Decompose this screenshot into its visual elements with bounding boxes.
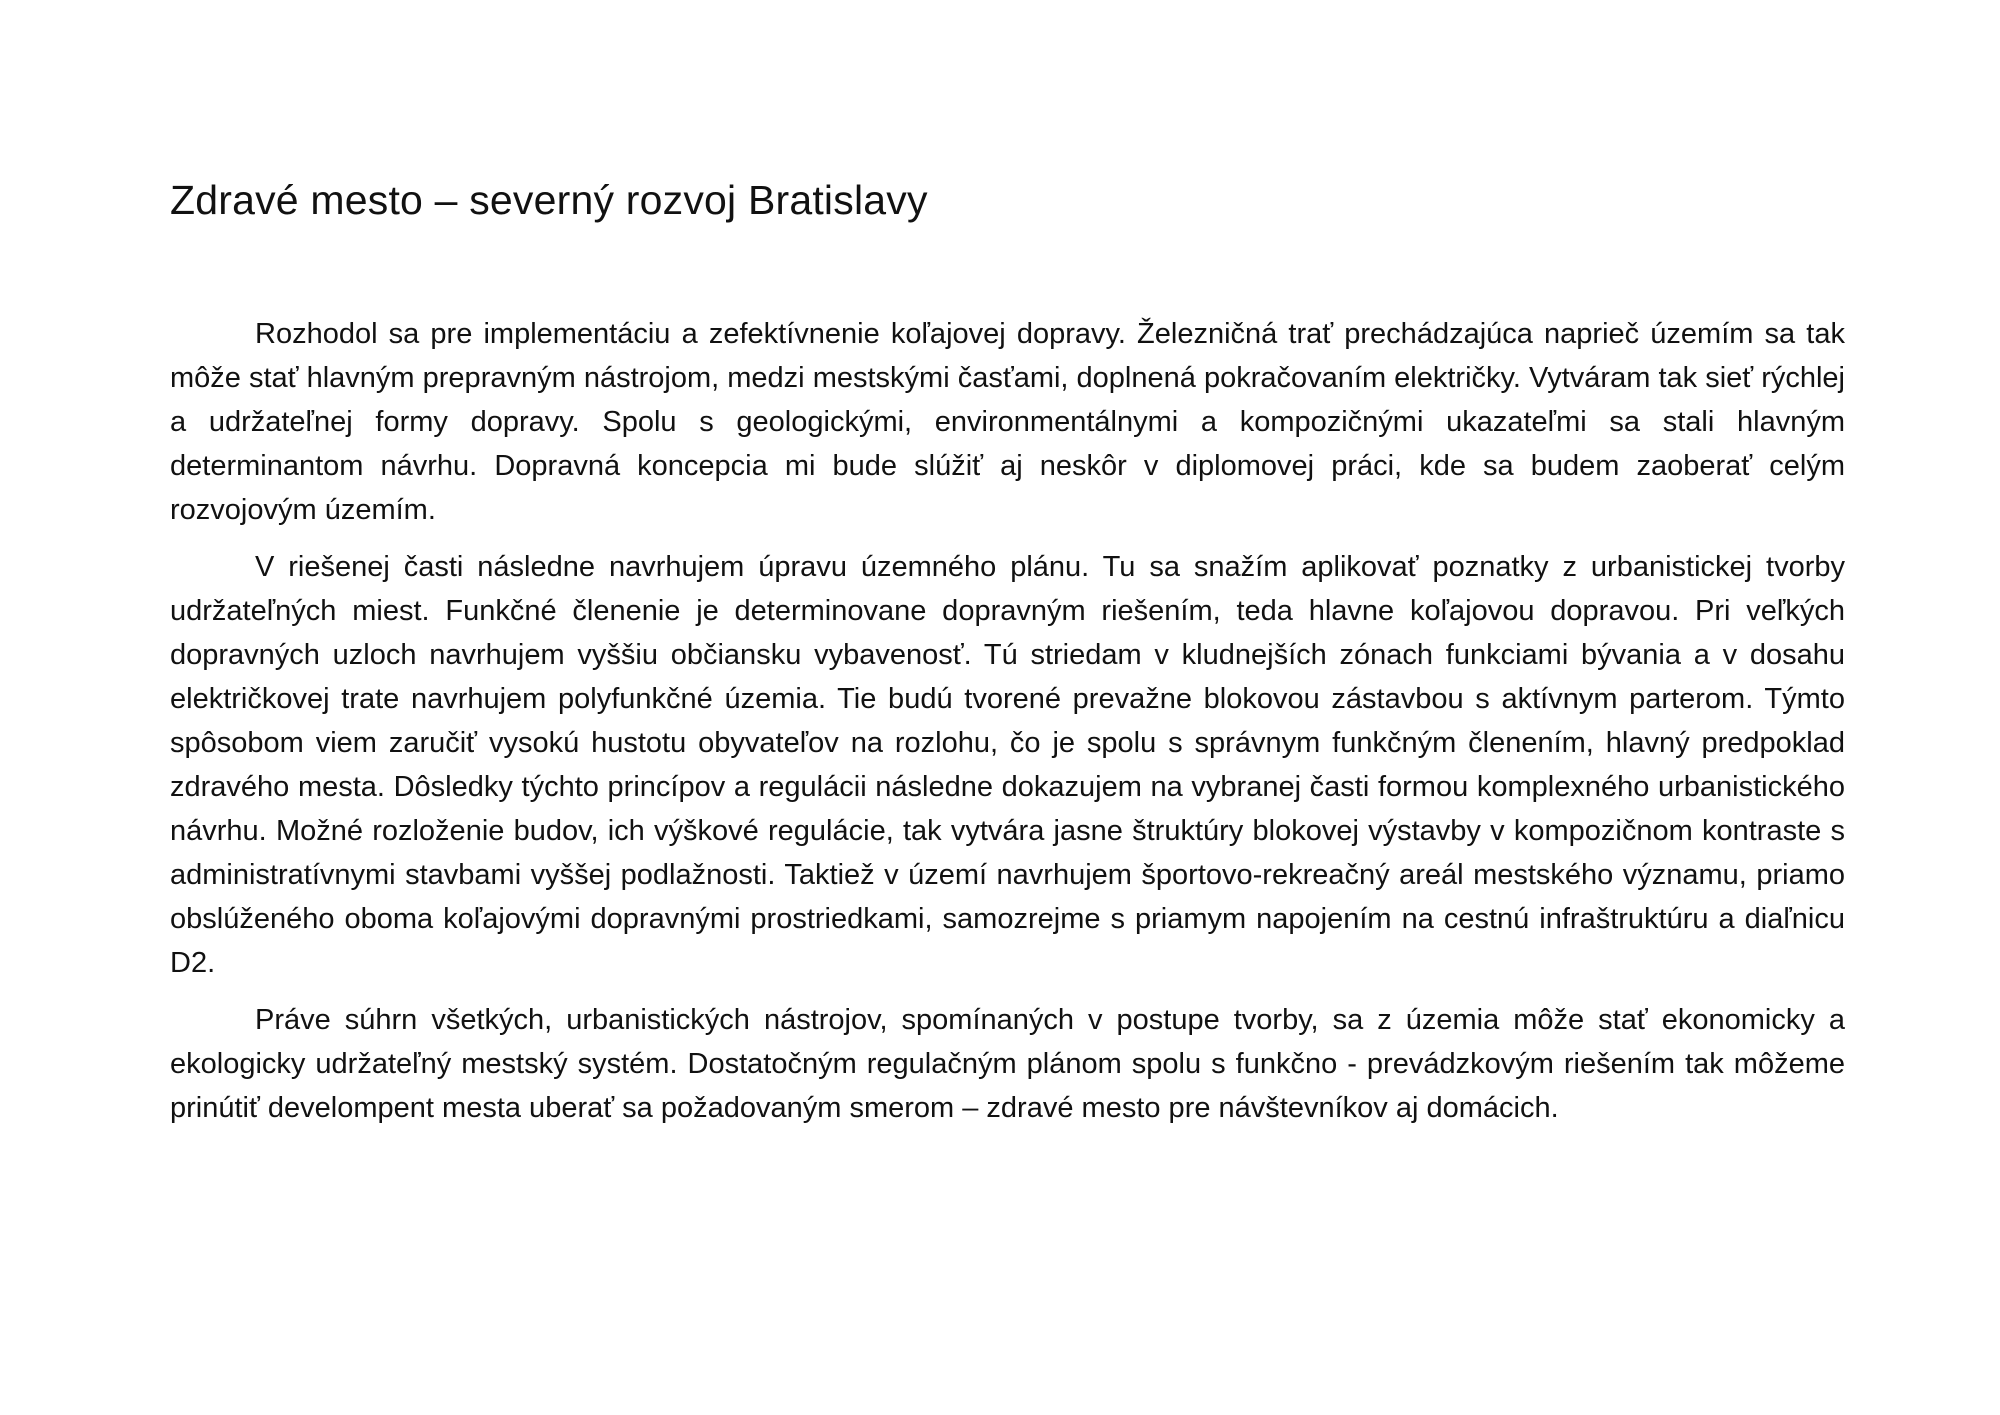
document-title: Zdravé mesto – severný rozvoj Bratislavy [170, 177, 928, 223]
paragraph-1: Rozhodol sa pre implementáciu a zefektívnenie koľajovej dopravy. Železničná trať prechádzajúca naprieč územím sa tak môže stať hlavným prepravným nástrojom, medzi mestskými časťami, doplnená pokračovaním električky. Vytváram tak sieť rýchlej a udržateľnej formy dopravy. Spolu s geologickými, environmentálnymi a kompozičnými ukazateľmi sa stali hlavným determinantom návrhu. Dopravná koncepcia mi bude slúžiť aj neskôr v diplomovej práci, kde sa budem zaoberať celým rozvojovým územím. [170, 318, 1845, 526]
paragraph-3: Práve súhrn všetkých, urbanistických nástrojov, spomínaných v postupe tvorby, sa z územia môže stať ekonomicky a ekologicky udržateľný mestský systém. Dostatočným regulačným plánom spolu s funkčno - prevádzkovým riešením tak môžeme prinútiť develompent mesta uberať sa požadovaným smerom – zdravé mesto pre návštevníkov aj domácich. [170, 1004, 1845, 1124]
paragraph-2: V riešenej časti následne navrhujem úpravu územného plánu. Tu sa snažím aplikovať poznatky z urbanistickej tvorby udržateľných miest. Funkčné členenie je determinovane dopravným riešením, teda hlavne koľajovou dopravou. Pri veľkých dopravných uzloch navrhujem vyššiu občiansku vybavenosť. Tú striedam v kludnejších zónach funkciami bývania a v dosahu električkovej trate navrhujem polyfunkčné územia. Tie budú tvorené prevažne blokovou zástavbou s aktívnym parterom. Týmto spôsobom viem zaručiť vysokú hustotu obyvateľov na rozlohu, čo je spolu s správnym funkčným členením, hlavný predpoklad zdravého mesta. Dôsledky týchto princípov a regulácii následne dokazujem na vybranej časti formou komplexného urbanistického návrhu. Možné rozloženie budov, ich výškové regulácie, tak vytvára jasne štruktúry blokovej výstavby v kompozičnom kontraste s administratívnymi stavbami vyššej podlažnosti. Taktiež v území navrhujem športovo-rekreačný areál mestského významu, priamo obslúženého oboma koľajovými dopravnými prostriedkami, samozrejme s priamym napojením na cestnú infraštruktúru a diaľnicu D2. [170, 551, 1845, 979]
document-body [170, 312, 1845, 1143]
